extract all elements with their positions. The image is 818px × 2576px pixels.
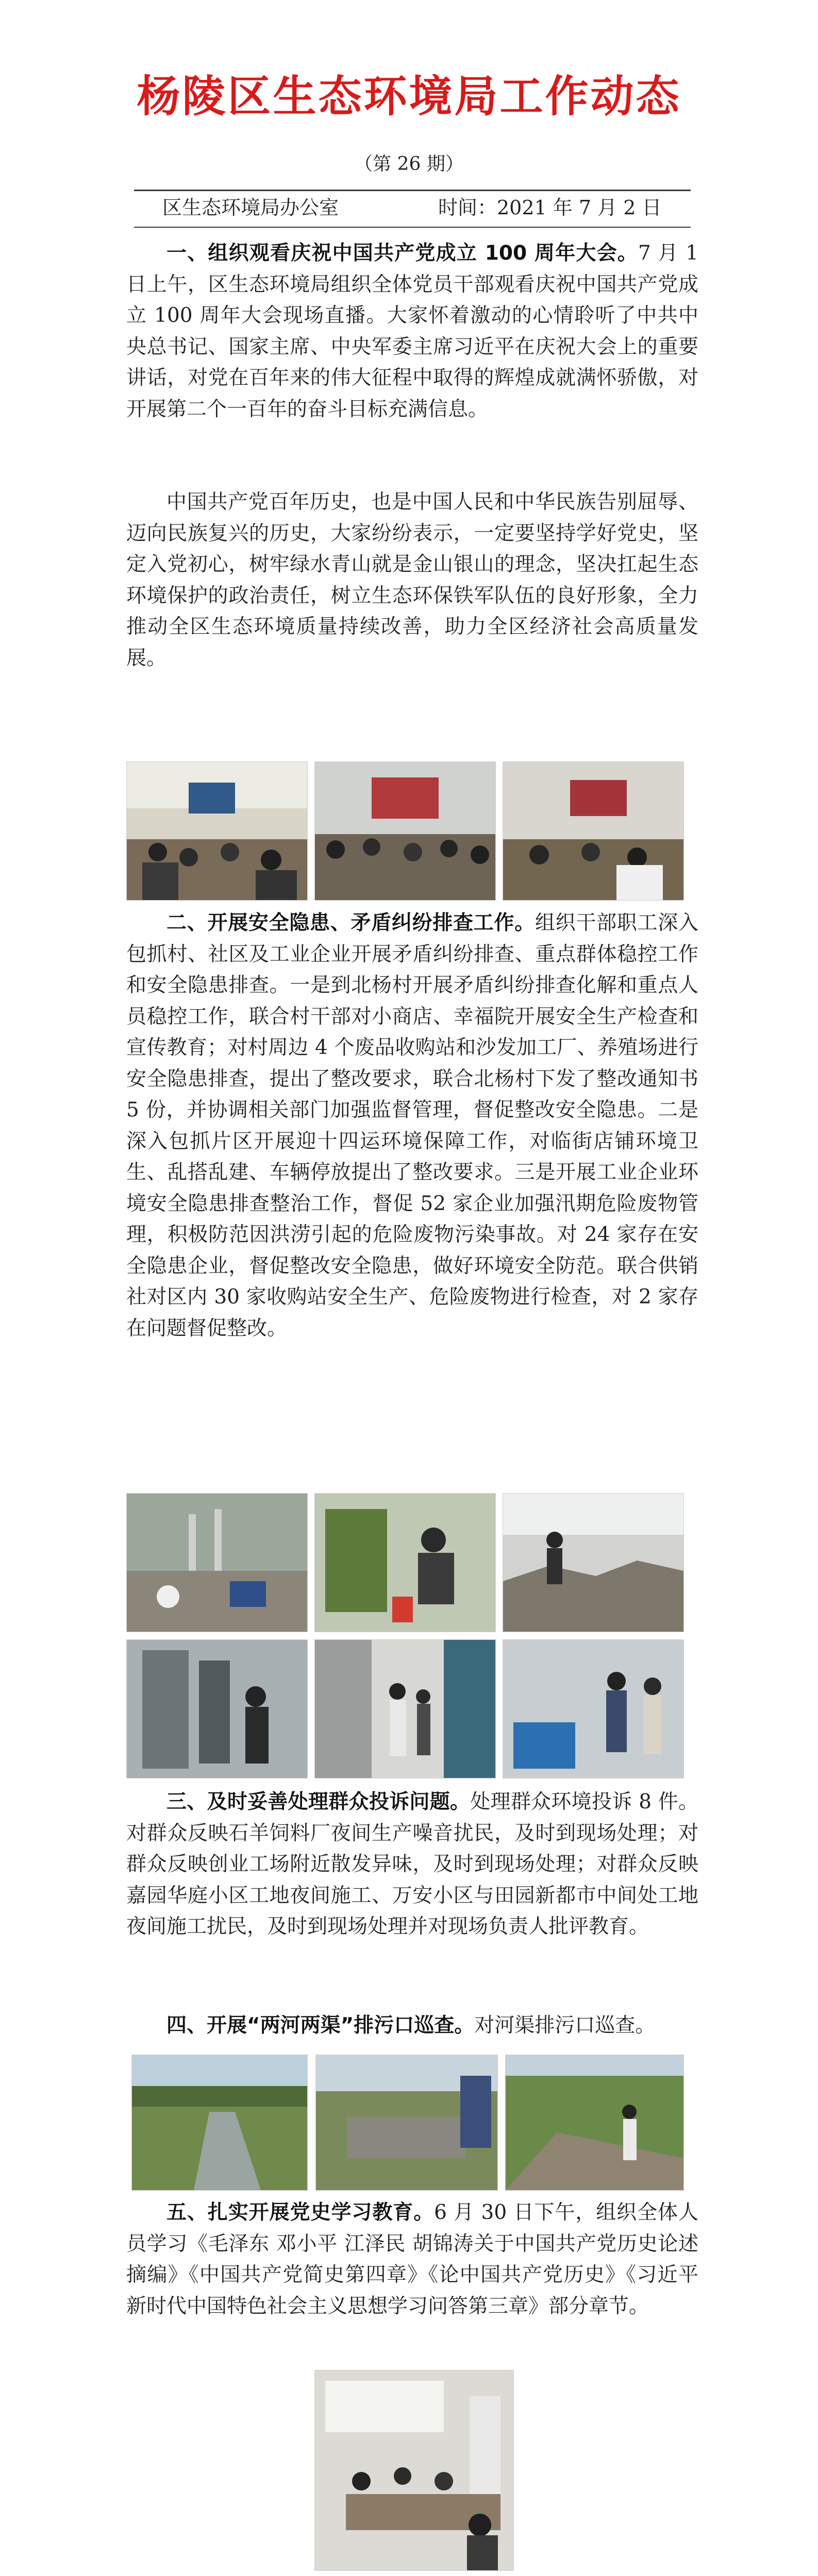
study-session-photo [314,2370,514,2571]
section-1-paragraph-2: 中国共产党百年历史，也是中国人民和中华民族告别屈辱、迈向民族复兴的历史，大家纷纷表示，一定要坚持学好党史，坚定入党初心，树牢绿水青山就是金山银山的理念，坚决扛起生态环境保护的政治责任，树立生态环保铁军队伍的良好形象，全力推动全区生态环境质量持续改善，助力全区经济社会高质量发展。 [126,490,698,670]
section-5-body: 6 月 30 日下午，组织全体人员学习《毛泽东 邓小平 江泽民 胡锦涛关于中国共产党历史论述摘编》《中国共产党简史第四章》《论中国共产党历史》《习近平新时代中国特色社会主义思想学习问答第三章》部分章节。 [126,2201,698,2318]
inspection-photo-1 [126,1493,308,1632]
section-1-body: 7 月 1 日上午，区生态环境局组织全体党员干部观看庆祝中国共产党成立 100 周年大会现场直播。大家怀着激动的心情聆听了中共中央总书记、国家主席、中央军委主席习近平在庆祝大会上的重要讲话，对党在百年来的伟大征程中取得的辉煌成就满怀骄傲，对开展第二个一百年的奋斗目标充满信息。 [126,242,698,421]
section-4-heading: 四、开展“两河两渠”排污口巡查。 [166,2014,475,2037]
section-1-heading: 一、组织观看庆祝中国共产党成立 100 周年大会。 [166,242,638,265]
inspection-photo-3 [503,1493,684,1632]
document-title: 杨陵区生态环境局工作动态 [137,71,681,122]
section-2-heading: 二、开展安全隐患、矛盾纠纷排查工作。 [166,911,535,935]
inspection-photo-6 [503,1639,684,1778]
issuing-office: 区生态环境局办公室 [162,196,339,219]
inspection-photo-2 [314,1493,496,1632]
section-3-body: 处理群众环境投诉 8 件。对群众反映石羊饲料厂夜间生产噪音扰民，及时到现场处理；对群众反映创业工场附近散发异味，及时到现场处理；对群众反映嘉园华庭小区工地夜间施工、万安小区与田园新都市中间处工地夜间施工扰民，及时到现场处理并对现场负责人批评教育。 [126,1790,698,1938]
issue-number: （第 26 期） [354,154,464,175]
section-1 [126,238,698,425]
header-rule-top [134,190,691,191]
section-3 [126,1787,698,1943]
river-photo-1 [131,2055,308,2191]
section-4 [126,2010,698,2042]
meeting-photo-3 [503,761,684,901]
meeting-photo-1 [126,761,308,901]
header-rule-bottom [134,227,691,228]
river-photo-2 [315,2055,498,2191]
issue-date: 时间：2021 年 7 月 2 日 [438,196,662,219]
section-3-heading: 三、及时妥善处理群众投诉问题。 [166,1790,471,1814]
section-2-body: 组织干部职工深入包抓村、社区及工业企业开展矛盾纠纷排查、重点群体稳控工作和安全隐患排查。一是到北杨村开展矛盾纠纷排查化解和重点人员稳控工作，联合村干部对小商店、幸福院开展安全生产检查和宣传教育；对村周边 4 个废品收购站和沙发加工厂、养殖场进行安全隐患排查，提出了整改要求，联合北杨村下发了整改通知书 5 份，并协调相关部门加强监督管理，督促整改安全隐患。二是深入包抓片区开展迎十四运环境保障工作，对临街店铺环境卫生、乱搭乱建、车辆停放提出了整改要求。三是开展工业企业环境安全隐患排查整治工作，督促 52 家企业加强汛期危险废物管理，积极防范因洪涝引起的危险废物污染事故。对 24 家存在安全隐患企业，督促整改安全隐患，做好环境安全防范。联合供销社对区内 30 家收购站安全生产、危险废物进行检查，对 2 家存在问题督促整改。 [126,911,698,1340]
inspection-photo-4 [126,1639,308,1778]
meeting-photo-2 [314,761,496,901]
river-photo-3 [505,2055,684,2191]
section-2 [126,908,698,1344]
section-5-heading: 五、扎实开展党史学习教育。 [166,2201,435,2224]
section-5 [126,2197,698,2322]
inspection-photo-5 [314,1639,496,1778]
section-4-body: 对河渠排污口巡查。 [474,2014,656,2037]
